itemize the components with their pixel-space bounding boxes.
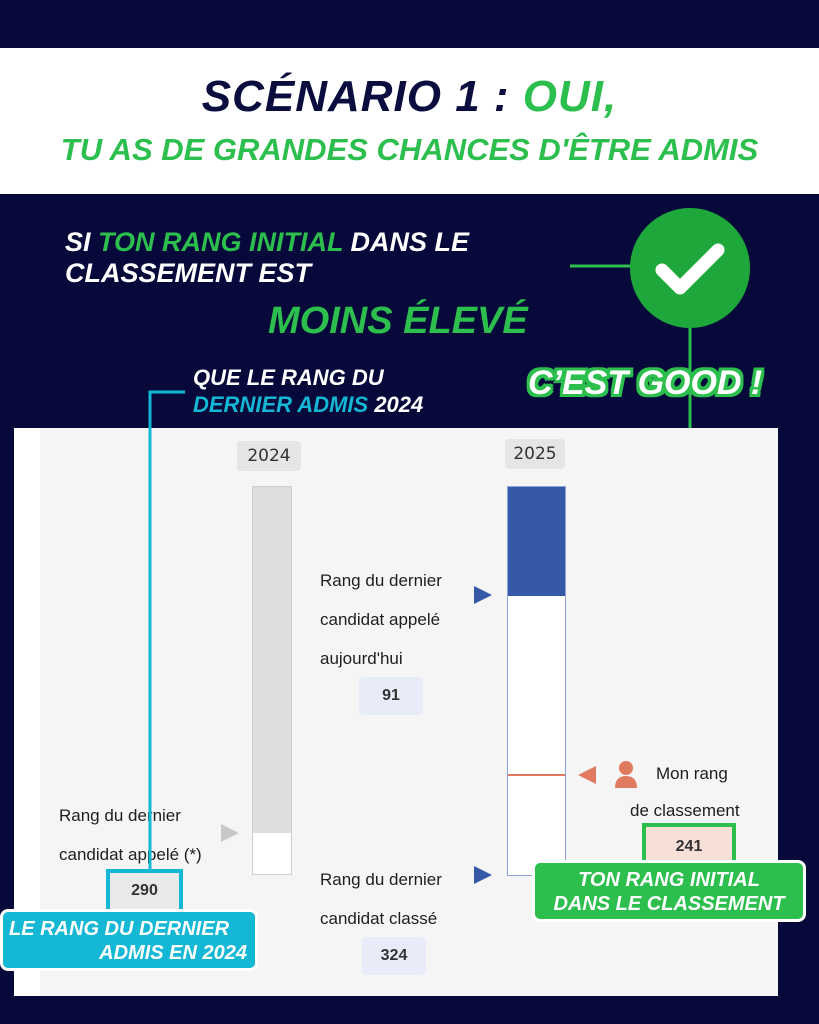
right-callout: [532, 860, 806, 922]
my-rank-value: 241: [642, 823, 736, 871]
last-called-today-value: 91: [359, 677, 423, 715]
year-2024-label: 2024: [237, 441, 301, 471]
last-called-2024-value: 290: [106, 869, 183, 913]
last-called-today-line1: Rang du dernier: [320, 571, 442, 590]
left-callout-line2: ADMIS EN 2024: [99, 942, 247, 964]
que-year: 2024: [368, 392, 424, 417]
left-callout-line1: LE RANG DU DERNIER: [9, 918, 230, 940]
last-called-2024-line2: candidat appelé (*): [59, 845, 202, 864]
moins-eleve-text: MOINS ÉLEVÉ: [268, 300, 528, 342]
title-scenario: SCÉNARIO 1 :: [201, 72, 523, 121]
last-ranked-line1: Rang du dernier: [320, 870, 442, 889]
last-ranked-value: 324: [362, 937, 426, 975]
last-called-2024-line1: Rang du dernier: [59, 806, 181, 825]
year-2025-label: 2025: [505, 439, 565, 469]
title-oui: OUI,: [522, 72, 618, 121]
right-callout-line1: TON RANG INITIAL: [578, 869, 760, 891]
left-callout: [0, 909, 258, 971]
my-rank-label-line1: Mon rang: [656, 764, 728, 783]
last-called-today-line2: candidat appelé: [320, 610, 441, 629]
last-ranked-line2: candidat classé: [320, 909, 438, 928]
page-subtitle: TU AS DE GRANDES CHANCES D'ÊTRE ADMIS: [60, 132, 759, 167]
que-line1: QUE LE RANG DU: [193, 365, 384, 390]
cest-good-text: C’EST GOOD !: [528, 364, 763, 402]
que-highlight: DERNIER ADMIS: [193, 392, 369, 417]
condition-si: SI: [65, 227, 99, 257]
right-callout-line2: DANS LE CLASSEMENT: [553, 893, 785, 915]
condition-highlight: TON RANG INITIAL: [98, 227, 344, 257]
last-called-today-line3: aujourd'hui: [320, 649, 403, 668]
my-rank-label-line2: de classement: [630, 801, 740, 820]
condition-rest: DANS LE CLASSEMENT EST: [65, 227, 470, 288]
